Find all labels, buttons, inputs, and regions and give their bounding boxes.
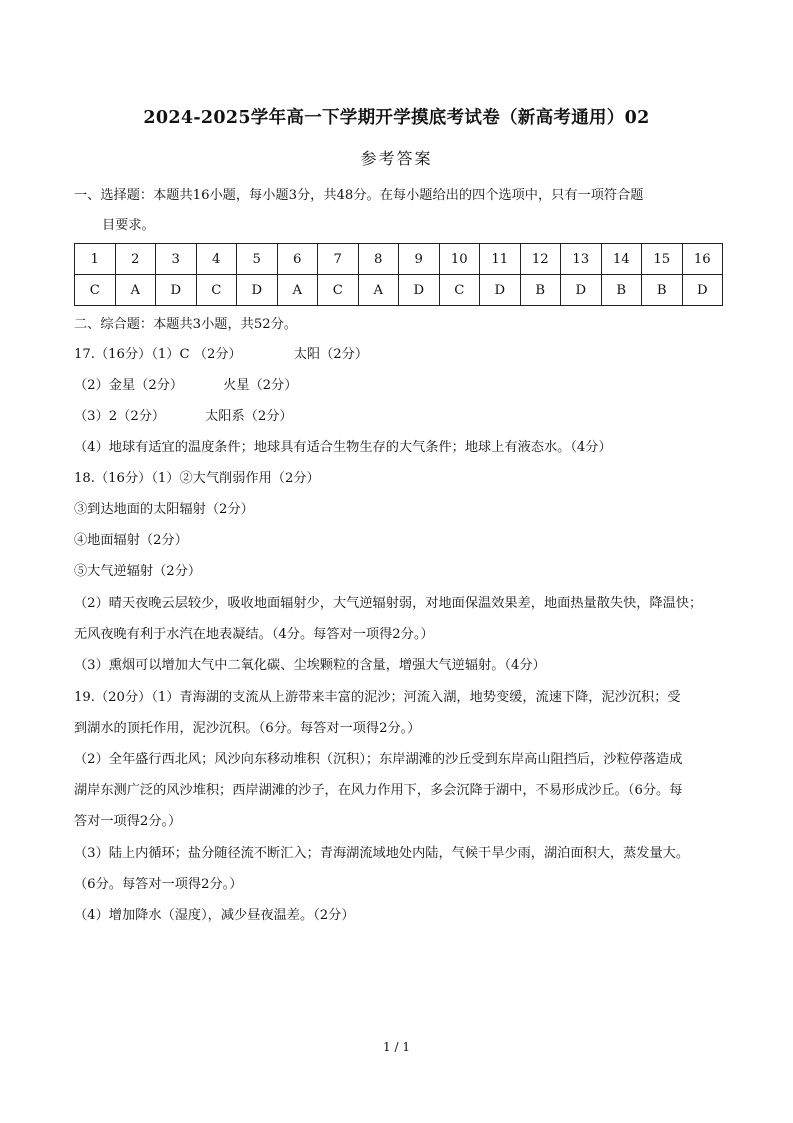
page-title: 2024-2025学年高一下学期开学摸底考试卷（新高考通用）02 bbox=[143, 108, 650, 128]
answer-cell: D bbox=[156, 275, 197, 306]
question-number-cell: 5 bbox=[237, 244, 278, 275]
q17-line1 bbox=[74, 339, 724, 370]
answer-cell: B bbox=[601, 275, 642, 306]
question-number-cell: 9 bbox=[399, 244, 440, 275]
q19-line4: （4）增加降水（湿度），减少昼夜温差。（2分） bbox=[74, 908, 355, 923]
answer-cell: C bbox=[318, 275, 359, 306]
section1-heading bbox=[74, 180, 724, 211]
q19-line1a: 19.（20分）（1）青海湖的支流从上游带来丰富的泥沙；河流入湖，地势变缓，流速下降，泥沙沉积；受 bbox=[74, 690, 681, 705]
q17-part2-answer: （2）金星（2分） bbox=[74, 378, 184, 393]
q17-line2 bbox=[74, 370, 724, 401]
page-subtitle: 参考答案 bbox=[360, 149, 433, 168]
q19-line3b: （6分。每答对一项得2分。） bbox=[74, 877, 243, 892]
answer-cell: A bbox=[277, 275, 318, 306]
answer-cell: B bbox=[642, 275, 683, 306]
answer-table bbox=[74, 243, 723, 306]
question-number-cell: 14 bbox=[601, 244, 642, 275]
section1-heading-line2: 目要求。 bbox=[102, 218, 155, 233]
q17-part1-answer-b: 太阳（2分） bbox=[293, 347, 369, 362]
section2-heading: 二、综合题：本题共3小题，共52分。 bbox=[74, 317, 297, 332]
question-number-cell: 15 bbox=[642, 244, 683, 275]
page-number: 1 / 1 bbox=[383, 1040, 410, 1054]
question-number-cell: 6 bbox=[277, 244, 318, 275]
question-number-cell: 16 bbox=[682, 244, 723, 275]
q19-line2c: 答对一项得2分。） bbox=[74, 814, 182, 829]
question-number-cell: 11 bbox=[480, 244, 521, 275]
answer-cell: D bbox=[399, 275, 440, 306]
answer-cell: B bbox=[520, 275, 561, 306]
q17-line4: （4）地球有适宜的温度条件；地球具有适合生物生存的大气条件；地球上有液态水。（4分） bbox=[74, 440, 612, 455]
q17-part3-answer-b: 太阳系（2分） bbox=[205, 409, 293, 424]
q18-line5a: （2）晴天夜晚云层较少，吸收地面辐射少，大气逆辐射弱，对地面保温效果差，地面热量散失快，降温快； bbox=[74, 596, 703, 611]
answer-cell: C bbox=[439, 275, 480, 306]
section1-heading-line1: 一、选择题：本题共16小题，每小题3分，共48分。在每小题给出的四个选项中，只有一项符合题 bbox=[74, 188, 644, 203]
answer-cell: D bbox=[480, 275, 521, 306]
q17-part1-answer: 17.（16分）（1）C （2分） bbox=[74, 347, 242, 362]
q19-line3a: （3）陆上内循环；盐分随径流不断汇入；青海湖流域地处内陆，气候干旱少雨，湖泊面积大，蒸发量大。 bbox=[74, 846, 690, 861]
question-number-cell: 4 bbox=[196, 244, 237, 275]
q17-part3-answer: （3）2（2分） bbox=[74, 409, 166, 424]
q18-line2: ③到达地面的太阳辐射（2分） bbox=[74, 502, 254, 517]
q18-line6: （3）熏烟可以增加大气中二氧化碳、尘埃颗粒的含量，增强大气逆辐射。（4分） bbox=[74, 658, 546, 673]
section1-heading-cont bbox=[102, 210, 752, 241]
question-number-cell: 3 bbox=[156, 244, 197, 275]
answer-cell: C bbox=[75, 275, 116, 306]
answer-cell: C bbox=[196, 275, 237, 306]
q17-part2-answer-b: 火星（2分） bbox=[223, 378, 298, 393]
q18-line5b: 无风夜晚有利于水汽在地表凝结。（4分。每答对一项得2分。） bbox=[74, 627, 434, 642]
answer-cell: A bbox=[358, 275, 399, 306]
answer-table-answer-row bbox=[75, 275, 723, 306]
q19-line2b: 湖岸东测广泛的风沙堆积；西岸湖滩的沙子，在风力作用下，多会沉降于湖中，不易形成沙丘。（6分。每 bbox=[74, 783, 683, 798]
answer-cell: D bbox=[561, 275, 602, 306]
answer-table-number-row bbox=[75, 244, 723, 275]
question-number-cell: 2 bbox=[115, 244, 156, 275]
q18-line1: 18.（16分）（1）②大气削弱作用（2分） bbox=[74, 471, 320, 486]
question-number-cell: 1 bbox=[75, 244, 116, 275]
question-number-cell: 8 bbox=[358, 244, 399, 275]
answer-cell: A bbox=[115, 275, 156, 306]
answer-cell: D bbox=[682, 275, 723, 306]
q17-line3 bbox=[74, 401, 724, 432]
q19-line2a: （2）全年盛行西北风；风沙向东移动堆积（沉积）；东岸湖滩的沙丘受到东岸高山阻挡后，沙粒停落造成 bbox=[74, 752, 683, 767]
q19-line1b: 到湖水的顶托作用，泥沙沉积。（6分。每答对一项得2分。） bbox=[74, 721, 421, 736]
q18-line3: ④地面辐射（2分） bbox=[74, 533, 188, 548]
answer-cell: D bbox=[237, 275, 278, 306]
q18-line4: ⑤大气逆辐射（2分） bbox=[74, 564, 202, 579]
question-number-cell: 13 bbox=[561, 244, 602, 275]
question-number-cell: 10 bbox=[439, 244, 480, 275]
question-number-cell: 7 bbox=[318, 244, 359, 275]
question-number-cell: 12 bbox=[520, 244, 561, 275]
